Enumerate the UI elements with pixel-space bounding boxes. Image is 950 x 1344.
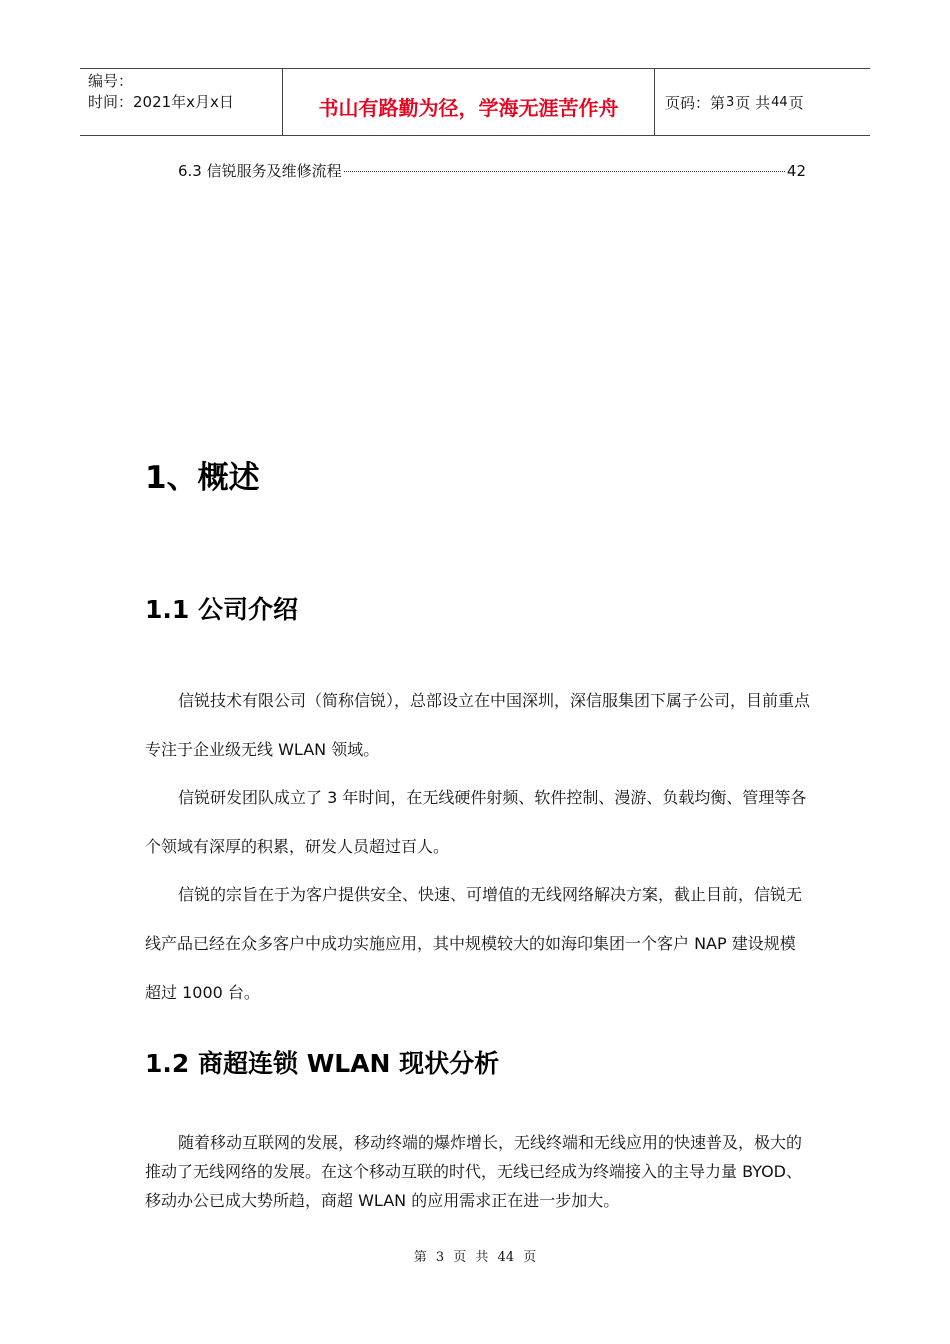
toc-dot-leader (344, 171, 785, 172)
page-total: 44 (771, 94, 788, 110)
doc-number-label: 编号： (88, 72, 134, 90)
section-heading-1: 1、概述 (145, 460, 260, 496)
page-header (80, 68, 870, 136)
page-current: 3 (726, 94, 735, 110)
doc-time-label: 时间：2021年x月x日 (88, 93, 234, 111)
paragraph-company-intro-1: 信锐技术有限公司（简称信锐），总部设立在中国深圳，深信服集团下属子公司，目前重点专注于企业级无线 WLAN 领域。 (145, 691, 811, 759)
page-mid: 页 共 (735, 93, 771, 112)
header-page-info (655, 69, 870, 135)
page-footer: 第 3 页 共 44 页 (413, 1250, 537, 1265)
page-prefix: 页码：第 (665, 93, 726, 112)
paragraph-company-intro-3: 信锐的宗旨在于为客户提供安全、快速、可增值的无线网络解决方案，截止目前，信锐无线产品已经在众多客户中成功实施应用，其中规模较大的如海印集团一个客户 NAP 建设规模超过 1000 台。 (145, 885, 803, 1002)
section-heading-1-1: 1.1 公司介绍 (145, 595, 298, 624)
paragraph-wlan-status: 随着移动互联网的发展，移动终端的爆炸增长，无线终端和无线应用的快速普及，极大的推动了无线网络的发展。在这个移动互联的时代，无线已经成为终端接入的主导力量 BYOD、移动办公已成大势所趋，商超 WLAN 的应用需求正在进一步加大。 (145, 1133, 803, 1210)
header-meta (80, 69, 282, 135)
section-heading-1-2: 1.2 商超连锁 WLAN 现状分析 (145, 1049, 500, 1078)
toc-entry-title: 6.3 信锐服务及维修流程 (178, 162, 342, 180)
page-suffix: 页 (788, 93, 804, 112)
toc-entry[interactable] (178, 160, 806, 181)
toc-entry-page: 42 (786, 162, 806, 180)
header-motto: 书山有路勤为径，学海无涯苦作舟 (282, 69, 655, 135)
paragraph-company-intro-2: 信锐研发团队成立了 3 年时间，在无线硬件射频、软件控制、漫游、负载均衡、管理等各个领域有深厚的积累，研发人员超过百人。 (145, 788, 807, 856)
